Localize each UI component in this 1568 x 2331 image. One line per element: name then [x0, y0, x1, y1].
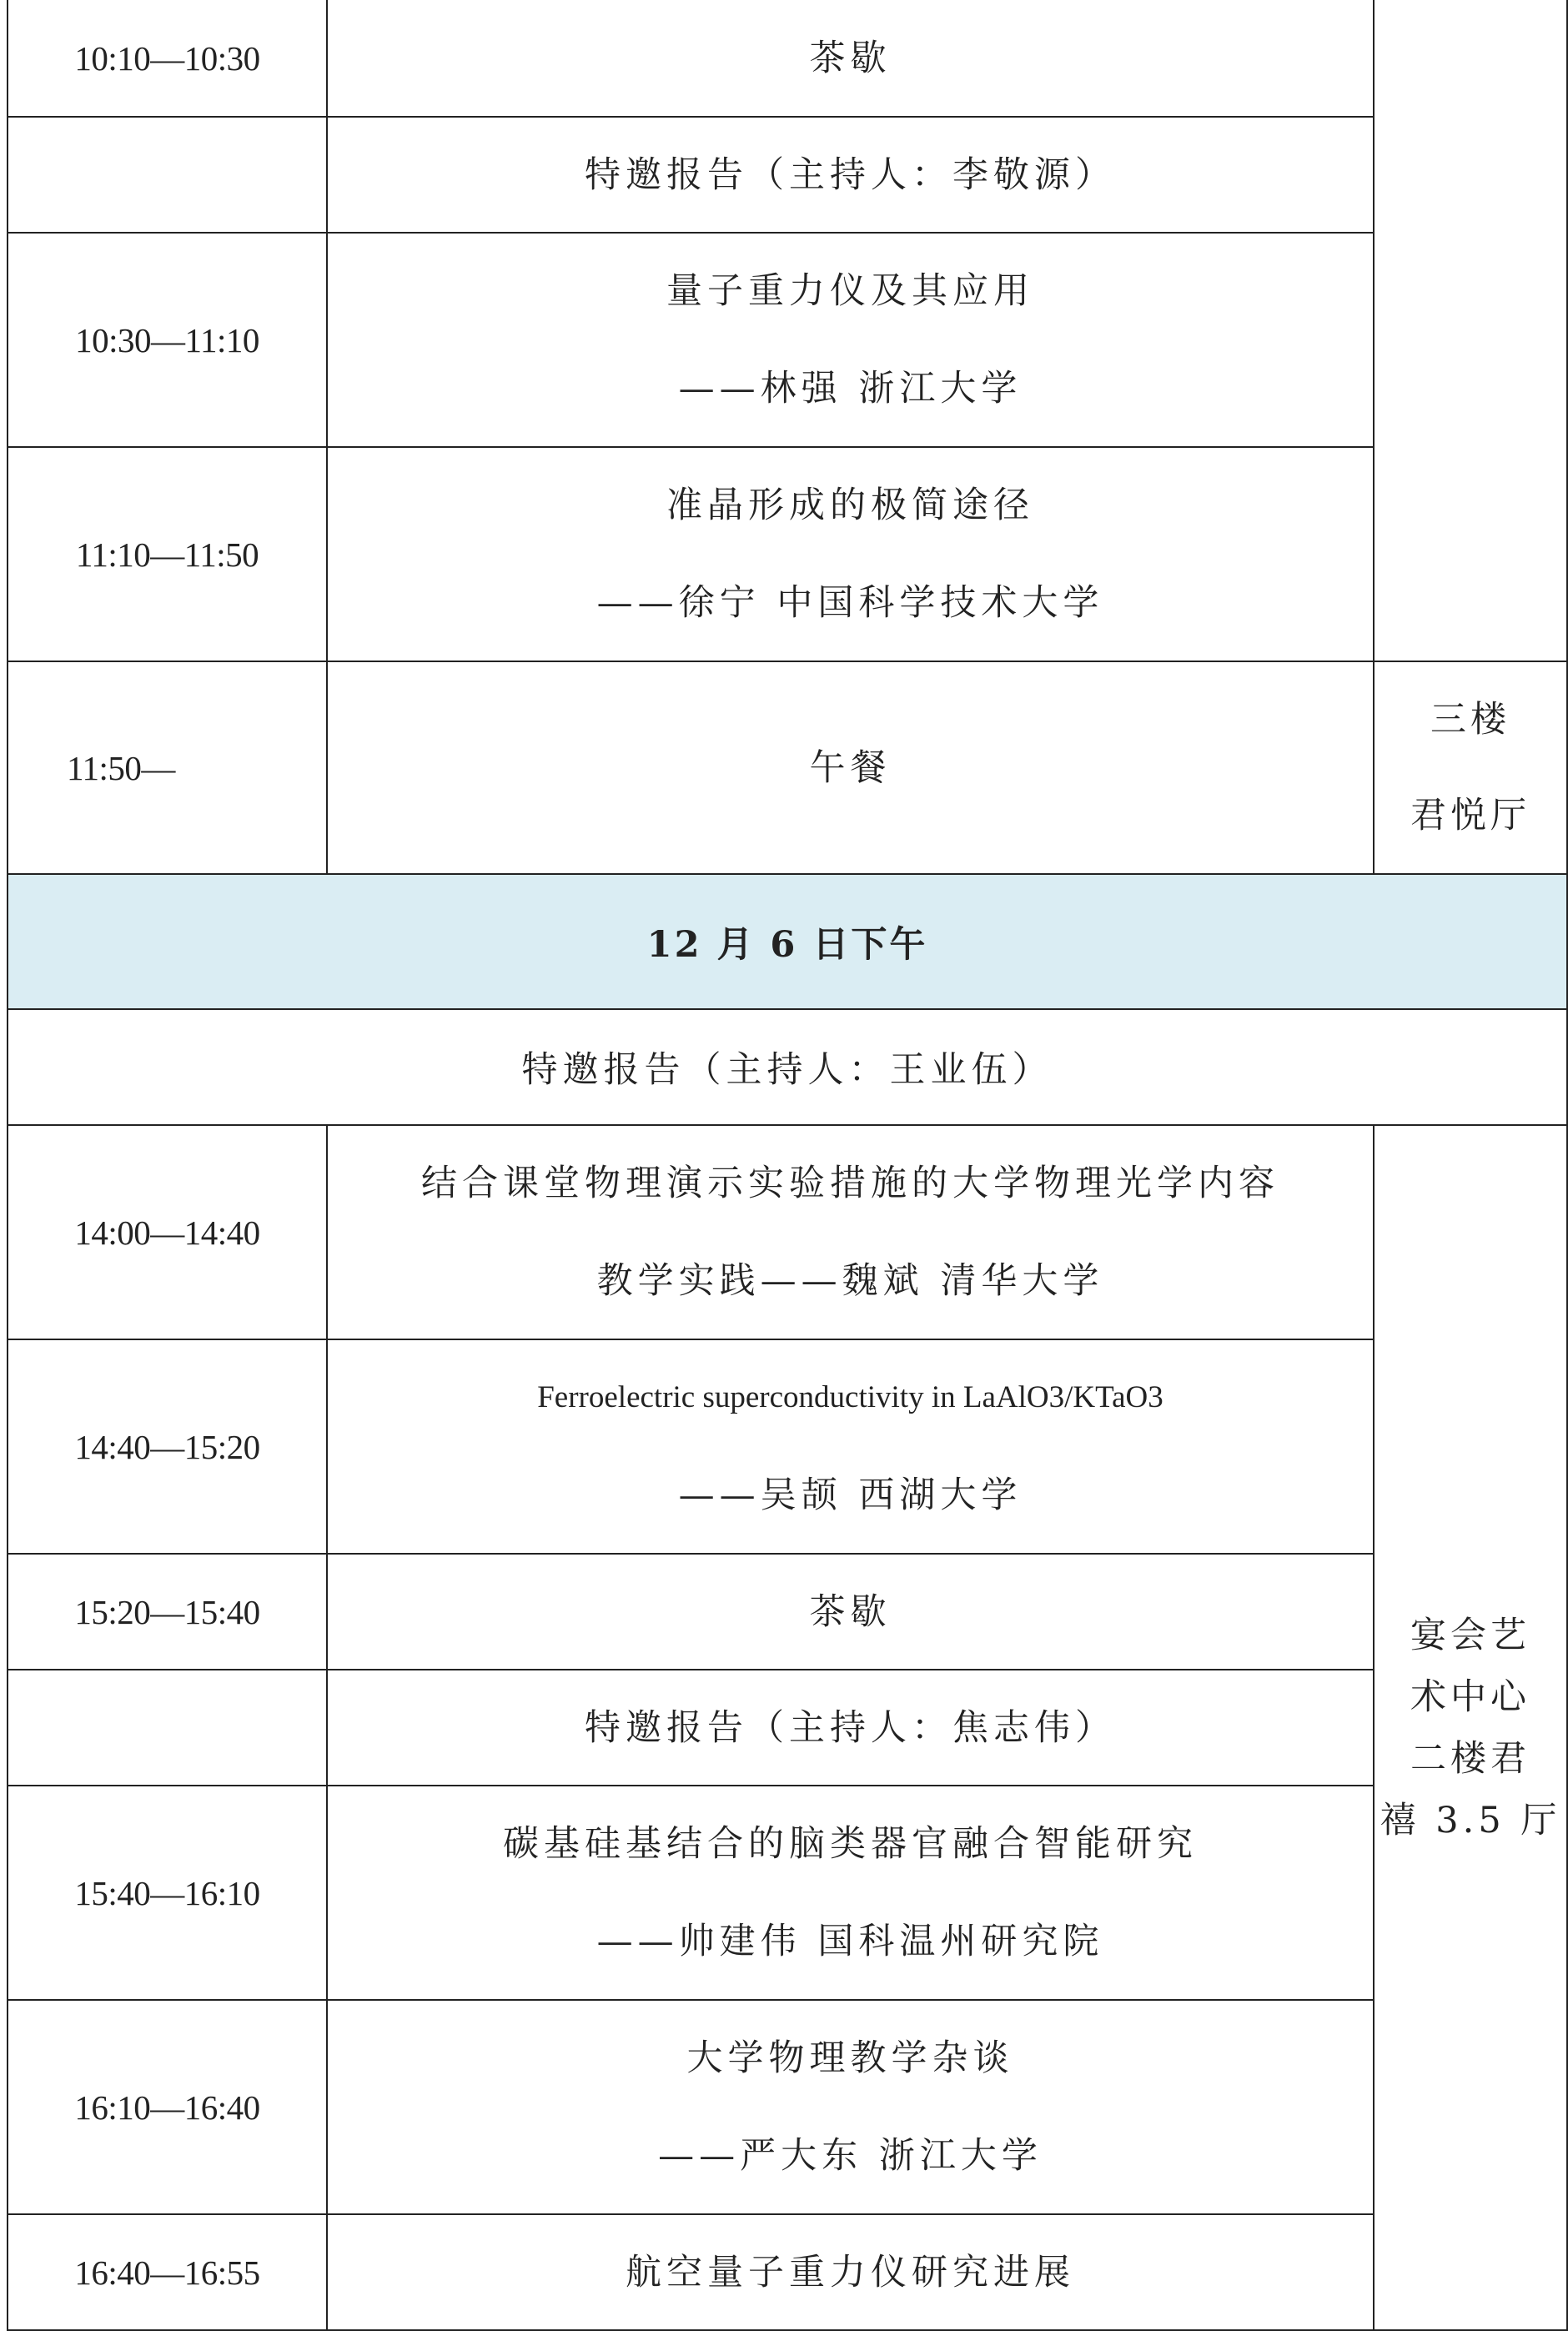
time-cell: 14:00—14:40 — [8, 1125, 327, 1339]
time-cell: 10:10—10:30 — [8, 0, 327, 117]
talk-cell — [327, 447, 1374, 661]
session-title: 午餐 — [809, 746, 892, 789]
day-section-header: 12 月 6 日下午 — [8, 874, 1567, 1009]
talk-title: 结合课堂物理演示实验措施的大学物理光学内容 — [421, 1163, 1279, 1204]
schedule-page — [7, 0, 1566, 2331]
table-row — [8, 1554, 1567, 1670]
table-row — [8, 661, 1567, 874]
session-cell — [327, 1670, 1374, 1786]
table-row — [8, 447, 1567, 661]
talk-title: 航空量子重力仪研究进展 — [626, 2251, 1075, 2293]
venue-cell — [1374, 661, 1567, 874]
table-row — [8, 0, 1567, 117]
session-cell — [327, 117, 1374, 233]
time-cell — [8, 117, 327, 233]
talk-title: 大学物理教学杂谈 — [686, 2037, 1014, 2079]
table-row — [8, 1339, 1567, 1554]
time-cell: 14:40—15:20 — [8, 1339, 327, 1554]
time-cell: 10:30—11:10 — [8, 233, 327, 447]
talk-speaker: ——徐宁 中国科学技术大学 — [596, 582, 1104, 624]
talk-cell — [327, 2000, 1374, 2214]
talk-speaker: ——严大东 浙江大学 — [658, 2135, 1043, 2177]
time-cell: 15:20—15:40 — [8, 1554, 327, 1670]
time-cell: 11:50— — [8, 661, 327, 874]
venue-line: 禧 3.5 厅 — [1380, 1799, 1561, 1841]
talk-title: 准晶形成的极简途径 — [666, 485, 1034, 526]
time-cell — [8, 1670, 327, 1786]
venue-line: 三楼 — [1430, 699, 1510, 741]
talk-speaker: ——吴颉 西湖大学 — [678, 1474, 1023, 1516]
time-cell: 16:10—16:40 — [8, 2000, 327, 2214]
talk-speaker: 教学实践——魏斌 清华大学 — [596, 1260, 1104, 1302]
time-cell: 16:40—16:55 — [8, 2214, 327, 2330]
table-row — [8, 1125, 1567, 1339]
table-row — [8, 1670, 1567, 1786]
venue-line: 君悦厅 — [1410, 795, 1530, 836]
talk-cell — [327, 2214, 1374, 2330]
time-cell: 11:10—11:50 — [8, 447, 327, 661]
talk-speaker: ——帅建伟 国科温州研究院 — [596, 1921, 1104, 1962]
talk-title-english: Ferroelectric superconductivity in LaAlO3/KTaO3 — [537, 1380, 1163, 1414]
time-cell: 15:40—16:10 — [8, 1786, 327, 2000]
table-row — [8, 1009, 1567, 1125]
talk-cell — [327, 1786, 1374, 2000]
talk-cell — [327, 233, 1374, 447]
talk-speaker: ——林强 浙江大学 — [678, 368, 1023, 409]
table-row — [8, 2000, 1567, 2214]
session-cell — [327, 0, 1374, 117]
session-title: 茶歇 — [809, 1590, 892, 1633]
talk-cell — [327, 1339, 1374, 1554]
venue-line: 二楼君 — [1410, 1737, 1530, 1780]
chair-line: 特邀报告（主持人：王业伍） — [8, 1009, 1567, 1125]
table-row — [8, 117, 1567, 233]
talk-title: 碳基硅基结合的脑类器官融合智能研究 — [503, 1823, 1198, 1865]
venue-cell-empty — [1374, 0, 1567, 661]
session-title: 茶歇 — [809, 37, 892, 79]
talk-cell — [327, 1125, 1374, 1339]
schedule-table — [7, 0, 1568, 2331]
chair-line: 特邀报告（主持人：李敬源） — [585, 153, 1116, 196]
venue-line: 宴会艺 — [1410, 1614, 1530, 1656]
venue-cell — [1374, 1125, 1567, 2330]
venue-line: 术中心 — [1410, 1675, 1530, 1718]
session-cell — [327, 661, 1374, 874]
table-row — [8, 874, 1567, 1009]
table-row — [8, 2214, 1567, 2330]
chair-line: 特邀报告（主持人：焦志伟） — [585, 1706, 1116, 1749]
session-cell — [327, 1554, 1374, 1670]
table-row — [8, 233, 1567, 447]
talk-title: 量子重力仪及其应用 — [666, 270, 1034, 312]
table-row — [8, 1786, 1567, 2000]
